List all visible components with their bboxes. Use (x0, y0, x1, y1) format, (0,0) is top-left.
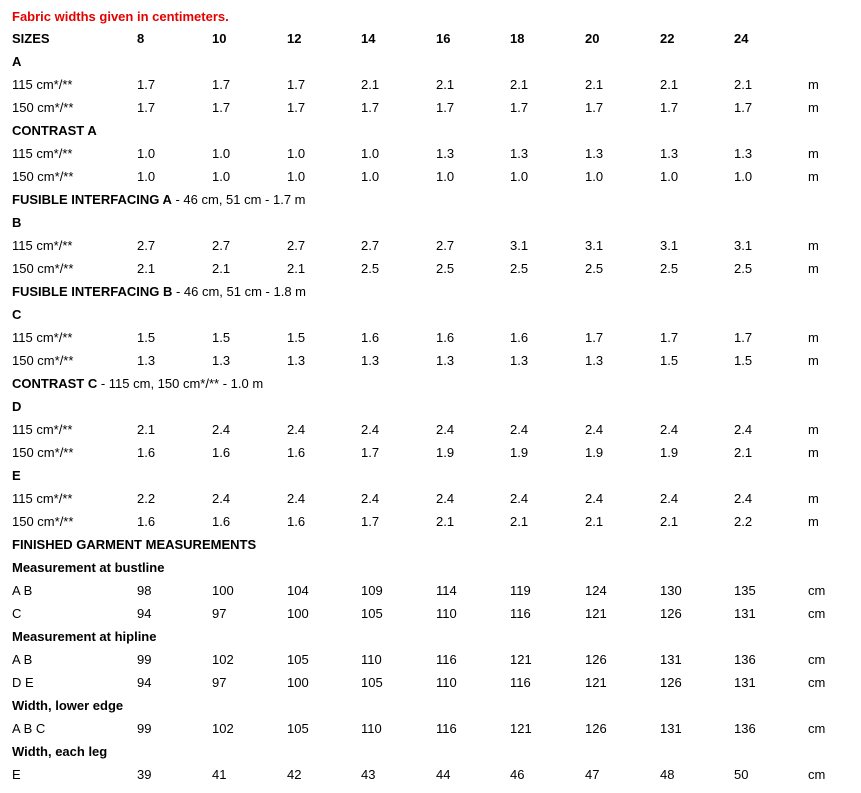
unit-cell: m (808, 100, 819, 115)
table-cell: 1.9 (510, 445, 529, 460)
table-cell: 1.0 (137, 146, 156, 161)
table-cell: 1.0 (212, 169, 231, 184)
table-cell: 2.5 (361, 261, 380, 276)
row-label: 150 cm*/** (12, 100, 74, 115)
table-cell: 1.7 (212, 100, 231, 115)
section-label: D (12, 399, 22, 414)
table-cell: 1.6 (212, 514, 231, 529)
row-label: 150 cm*/** (12, 353, 74, 368)
table-cell: 50 (734, 767, 749, 782)
unit-cell: m (808, 238, 819, 253)
section-label: FUSIBLE INTERFACING B - 46 cm, 51 cm - 1.8 m (12, 284, 306, 299)
table-cell: 1.7 (212, 77, 231, 92)
table-cell: 47 (585, 767, 600, 782)
table-cell: 2.5 (660, 261, 679, 276)
table-cell: 124 (585, 583, 607, 598)
unit-cell: cm (808, 652, 826, 667)
table-cell: 100 (287, 675, 309, 690)
table-cell: 2.7 (287, 238, 306, 253)
unit-cell: cm (808, 606, 826, 621)
table-cell: 41 (212, 767, 227, 782)
table-cell: 105 (287, 721, 309, 736)
table-cell: 1.7 (734, 330, 753, 345)
table-cell: 102 (212, 652, 234, 667)
table-cell: 2.4 (510, 422, 529, 437)
table-cell: 1.7 (510, 100, 529, 115)
table-cell: 136 (734, 652, 756, 667)
table-row (0, 258, 861, 280)
table-cell: 1.7 (361, 514, 380, 529)
table-cell: 1.7 (137, 100, 156, 115)
table-cell: 2.5 (585, 261, 604, 276)
table-cell: 105 (287, 652, 309, 667)
table-cell: 116 (510, 675, 531, 690)
table-cell: 1.5 (660, 353, 679, 368)
table-cell: 1.3 (361, 353, 380, 368)
row-label: 115 cm*/** (12, 422, 73, 437)
unit-cell: cm (808, 675, 826, 690)
row-label: D E (12, 675, 34, 690)
row-label: E (12, 767, 21, 782)
table-cell: 94 (137, 675, 152, 690)
table-cell: 105 (361, 675, 383, 690)
section-heading-row (0, 304, 861, 326)
table-cell: 1.6 (212, 445, 231, 460)
section-label: Width, each leg (12, 744, 108, 759)
table-cell: 2.1 (361, 77, 380, 92)
table-row (0, 488, 861, 510)
table-cell: 2.1 (660, 77, 679, 92)
table-cell: 119 (510, 583, 531, 598)
table-cell: 1.7 (585, 100, 604, 115)
table-row (0, 511, 861, 533)
table-cell: 131 (734, 606, 756, 621)
section-label: FUSIBLE INTERFACING A - 46 cm, 51 cm - 1.7 m (12, 192, 306, 207)
table-cell: 121 (510, 721, 532, 736)
table-cell: 2.2 (734, 514, 753, 529)
table-cell: 99 (137, 652, 152, 667)
table-cell: 1.3 (510, 146, 529, 161)
table-cell: 2.4 (660, 491, 679, 506)
section-heading-row (0, 741, 861, 763)
table-cell: 97 (212, 675, 227, 690)
table-row (0, 580, 861, 602)
table-cell: 131 (660, 652, 682, 667)
table-cell: 110 (361, 721, 382, 736)
table-cell: 116 (436, 721, 457, 736)
table-cell: 2.4 (287, 491, 306, 506)
table-row (0, 97, 861, 119)
unit-cell: cm (808, 721, 826, 736)
size-header-cell: 18 (510, 31, 525, 46)
table-cell: 114 (436, 583, 457, 598)
table-cell: 2.1 (436, 77, 455, 92)
table-cell: 1.7 (137, 77, 156, 92)
table-cell: 2.5 (734, 261, 753, 276)
table-cell: 110 (436, 675, 457, 690)
table-cell: 2.4 (510, 491, 529, 506)
row-label: 115 cm*/** (12, 330, 73, 345)
section-heading-row (0, 396, 861, 418)
row-label: 115 cm*/** (12, 77, 73, 92)
size-header-cell: 10 (212, 31, 227, 46)
table-row (0, 718, 861, 740)
table-cell: 110 (436, 606, 457, 621)
table-cell: 2.4 (361, 422, 380, 437)
table-cell: 99 (137, 721, 152, 736)
table-cell: 1.0 (660, 169, 679, 184)
unit-cell: cm (808, 767, 826, 782)
sizes-header-row (0, 28, 861, 50)
row-label: C (12, 606, 22, 621)
table-cell: 135 (734, 583, 756, 598)
unit-cell: cm (808, 583, 826, 598)
table-cell: 1.3 (212, 353, 231, 368)
table-cell: 1.6 (287, 514, 306, 529)
row-label: A B C (12, 721, 46, 736)
section-label: Measurement at bustline (12, 560, 165, 575)
row-label: 150 cm*/** (12, 261, 74, 276)
unit-cell: m (808, 261, 819, 276)
table-cell: 2.1 (734, 445, 753, 460)
table-cell: 1.6 (436, 330, 455, 345)
table-row (0, 143, 861, 165)
section-detail: - 46 cm, 51 cm - 1.8 m (172, 284, 306, 299)
table-cell: 39 (137, 767, 152, 782)
table-row (0, 235, 861, 257)
table-cell: 3.1 (660, 238, 679, 253)
table-cell: 2.4 (585, 491, 604, 506)
table-cell: 1.6 (137, 445, 156, 460)
table-row (0, 419, 861, 441)
table-cell: 131 (660, 721, 682, 736)
table-cell: 1.7 (361, 100, 380, 115)
table-row (0, 442, 861, 464)
table-row (0, 672, 861, 694)
table-cell: 46 (510, 767, 525, 782)
table-row (0, 603, 861, 625)
section-heading-row (0, 465, 861, 487)
section-label: CONTRAST A (12, 123, 97, 138)
table-cell: 2.7 (361, 238, 380, 253)
table-row (0, 166, 861, 188)
table-cell: 2.4 (734, 422, 753, 437)
table-cell: 1.5 (734, 353, 753, 368)
table-cell: 1.7 (660, 330, 679, 345)
table-cell: 126 (660, 675, 682, 690)
table-cell: 1.3 (287, 353, 306, 368)
table-cell: 1.0 (510, 169, 529, 184)
table-cell: 1.5 (137, 330, 156, 345)
unit-cell: m (808, 445, 819, 460)
table-cell: 1.5 (212, 330, 231, 345)
table-cell: 2.1 (585, 514, 604, 529)
unit-cell: m (808, 514, 819, 529)
size-header-cell: 8 (137, 31, 145, 46)
table-cell: 2.7 (212, 238, 231, 253)
section-heading-row (0, 557, 861, 579)
table-cell: 105 (361, 606, 383, 621)
section-heading-row (0, 51, 861, 73)
section-heading-row (0, 373, 861, 395)
section-heading-row (0, 212, 861, 234)
unit-cell: m (808, 353, 819, 368)
table-cell: 2.4 (660, 422, 679, 437)
table-cell: 116 (510, 606, 531, 621)
table-cell: 2.4 (361, 491, 380, 506)
table-cell: 1.0 (212, 146, 231, 161)
section-label: SIZES (12, 31, 50, 46)
size-header-cell: 14 (361, 31, 376, 46)
table-cell: 1.3 (436, 353, 455, 368)
row-label: 115 cm*/** (12, 238, 73, 253)
table-cell: 1.3 (734, 146, 753, 161)
table-cell: 42 (287, 767, 302, 782)
unit-cell: m (808, 491, 819, 506)
table-cell: 109 (361, 583, 383, 598)
table-cell: 1.0 (287, 169, 306, 184)
table-cell: 116 (436, 652, 457, 667)
row-label: A B (12, 583, 33, 598)
table-row (0, 764, 861, 786)
table-cell: 1.6 (510, 330, 529, 345)
table-cell: 3.1 (585, 238, 604, 253)
table-cell: 121 (585, 606, 607, 621)
table-cell: 1.7 (734, 100, 753, 115)
table-cell: 2.1 (510, 514, 529, 529)
section-detail: - 115 cm, 150 cm*/** - 1.0 m (97, 376, 264, 391)
section-detail: - 46 cm, 51 cm - 1.7 m (171, 192, 306, 207)
table-cell: 1.6 (287, 445, 306, 460)
table-cell: 94 (137, 606, 152, 621)
table-cell: 1.0 (137, 169, 156, 184)
table-row (0, 74, 861, 96)
section-label: Measurement at hipline (12, 629, 157, 644)
table-cell: 2.1 (436, 514, 455, 529)
table-cell: 100 (212, 583, 234, 598)
table-cell: 2.4 (585, 422, 604, 437)
unit-cell: m (808, 77, 819, 92)
section-heading-row (0, 626, 861, 648)
row-label: 150 cm*/** (12, 514, 74, 529)
table-cell: 126 (660, 606, 682, 621)
table-cell: 1.0 (734, 169, 753, 184)
size-header-cell: 16 (436, 31, 451, 46)
table-cell: 2.5 (510, 261, 529, 276)
table-cell: 136 (734, 721, 756, 736)
table-cell: 2.1 (734, 77, 753, 92)
table-cell: 1.9 (585, 445, 604, 460)
section-label: C (12, 307, 22, 322)
table-cell: 1.9 (436, 445, 455, 460)
table-cell: 3.1 (510, 238, 529, 253)
table-row (0, 649, 861, 671)
row-label: 115 cm*/** (12, 146, 73, 161)
section-heading-row (0, 534, 861, 556)
section-label: CONTRAST C - 115 cm, 150 cm*/** - 1.0 m (12, 376, 264, 391)
table-cell: 110 (361, 652, 382, 667)
size-header-cell: 22 (660, 31, 675, 46)
size-header-cell: 24 (734, 31, 749, 46)
fabric-width-note: Fabric widths given in centimeters. (12, 9, 229, 24)
table-cell: 2.1 (137, 422, 156, 437)
table-cell: 1.9 (660, 445, 679, 460)
table-cell: 2.4 (436, 491, 455, 506)
table-cell: 1.0 (287, 146, 306, 161)
unit-cell: m (808, 146, 819, 161)
table-cell: 2.5 (436, 261, 455, 276)
section-heading-row (0, 120, 861, 142)
table-cell: 131 (734, 675, 756, 690)
table-cell: 1.7 (287, 100, 306, 115)
table-cell: 1.3 (660, 146, 679, 161)
table-cell: 2.7 (137, 238, 156, 253)
row-label: A B (12, 652, 33, 667)
size-header-cell: 20 (585, 31, 600, 46)
table-cell: 1.7 (660, 100, 679, 115)
table-cell: 1.7 (585, 330, 604, 345)
section-label: B (12, 215, 22, 230)
row-label: 150 cm*/** (12, 169, 74, 184)
table-cell: 98 (137, 583, 152, 598)
table-cell: 2.4 (212, 422, 231, 437)
table-cell: 2.2 (137, 491, 156, 506)
table-cell: 2.4 (287, 422, 306, 437)
table-cell: 100 (287, 606, 309, 621)
table-cell: 48 (660, 767, 675, 782)
table-cell: 2.4 (734, 491, 753, 506)
table-cell: 2.4 (436, 422, 455, 437)
table-cell: 2.1 (137, 261, 156, 276)
table-cell: 130 (660, 583, 682, 598)
table-cell: 1.7 (287, 77, 306, 92)
unit-cell: m (808, 169, 819, 184)
table-cell: 2.1 (212, 261, 231, 276)
table-cell: 1.3 (137, 353, 156, 368)
section-heading-row (0, 281, 861, 303)
section-heading-row (0, 189, 861, 211)
table-cell: 126 (585, 721, 607, 736)
table-cell: 1.7 (361, 445, 380, 460)
table-cell: 1.7 (436, 100, 455, 115)
table-cell: 2.7 (436, 238, 455, 253)
table-cell: 121 (585, 675, 607, 690)
table-cell: 126 (585, 652, 607, 667)
table-cell: 1.6 (137, 514, 156, 529)
table-cell: 1.3 (585, 353, 604, 368)
table-cell: 97 (212, 606, 227, 621)
section-label: Width, lower edge (12, 698, 124, 713)
table-cell: 1.0 (585, 169, 604, 184)
table-cell: 2.1 (510, 77, 529, 92)
table-cell: 1.3 (585, 146, 604, 161)
unit-cell: m (808, 422, 819, 437)
table-cell: 1.5 (287, 330, 306, 345)
table-cell: 1.0 (436, 169, 455, 184)
table-cell: 121 (510, 652, 532, 667)
row-label: 150 cm*/** (12, 445, 74, 460)
table-row (0, 350, 861, 372)
table-cell: 1.3 (436, 146, 455, 161)
table-cell: 2.1 (585, 77, 604, 92)
table-cell: 104 (287, 583, 309, 598)
section-label: E (12, 468, 21, 483)
table-cell: 102 (212, 721, 234, 736)
row-label: 115 cm*/** (12, 491, 73, 506)
table-row (0, 327, 861, 349)
section-label: A (12, 54, 22, 69)
table-cell: 2.1 (660, 514, 679, 529)
table-cell: 1.0 (361, 169, 380, 184)
section-heading-row (0, 695, 861, 717)
table-cell: 2.1 (287, 261, 306, 276)
table-cell: 1.0 (361, 146, 380, 161)
table-cell: 1.6 (361, 330, 380, 345)
table-cell: 44 (436, 767, 451, 782)
table-cell: 1.3 (510, 353, 529, 368)
table-cell: 43 (361, 767, 376, 782)
size-header-cell: 12 (287, 31, 302, 46)
table-cell: 2.4 (212, 491, 231, 506)
table-cell: 3.1 (734, 238, 753, 253)
unit-cell: m (808, 330, 819, 345)
section-label: FINISHED GARMENT MEASUREMENTS (12, 537, 257, 552)
